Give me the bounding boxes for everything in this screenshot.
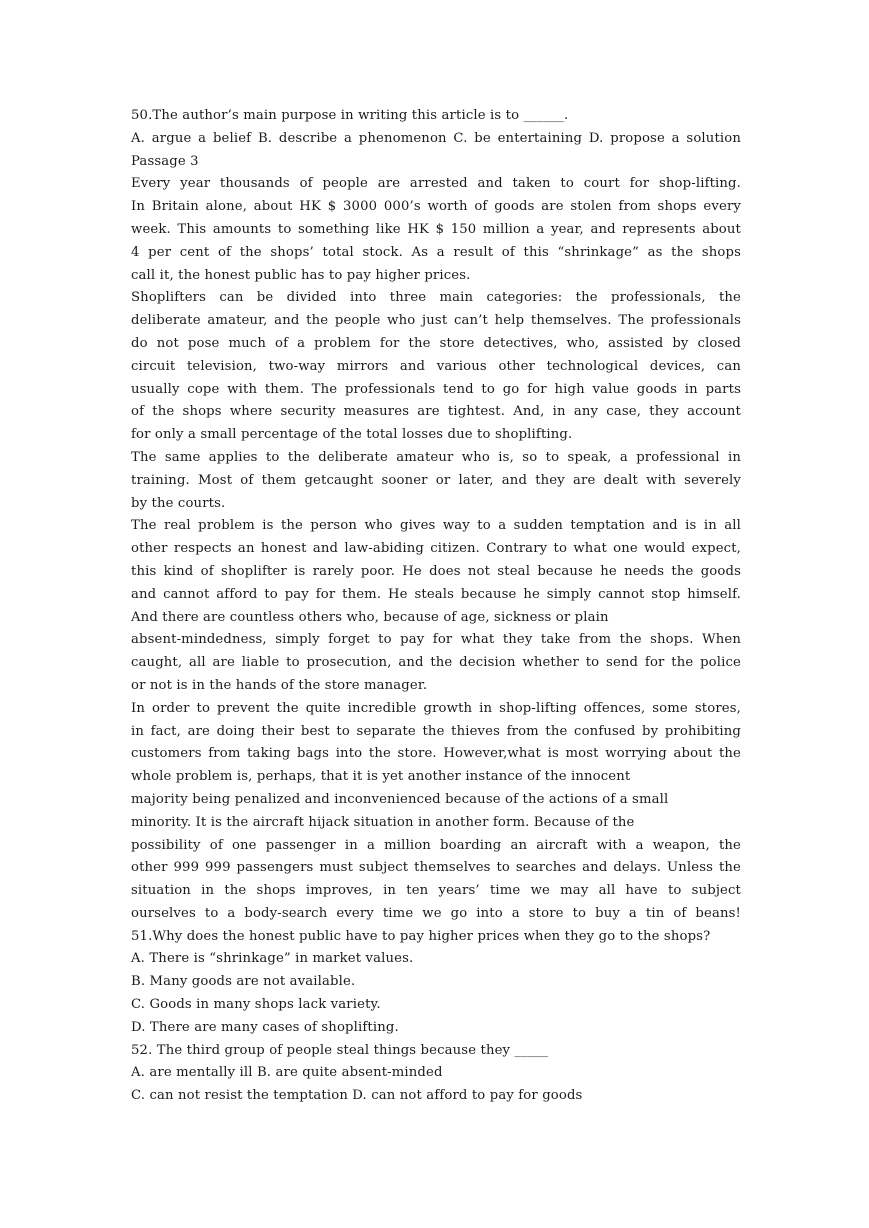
question-52-options-ab: A. are mentally ill B. are quite absent-minded <box>131 1065 443 1081</box>
question-52-stem: 52. The third group of people steal things because they _____ <box>131 1042 549 1058</box>
passage-line: whole problem is, perhaps, that it is yet another instance of the innocent <box>131 769 631 785</box>
passage-line: customers from taking bags into the store. However,what is most worrying about the <box>131 746 741 762</box>
passage-line: for only a small percentage of the total losses due to shoplifting. <box>131 427 573 443</box>
passage-line: usually cope with them. The professionals tend to go for high value goods in parts <box>131 381 741 397</box>
passage-line: of the shops where security measures are tightest. And, in any case, they account <box>131 404 741 420</box>
passage-line: possibility of one passenger in a million boarding an aircraft with a weapon, the <box>131 837 741 853</box>
passage-line: by the courts. <box>131 495 226 511</box>
passage-line: in fact, are doing their best to separate the thieves from the confused by prohibiting <box>131 723 741 739</box>
passage-line: The same applies to the deliberate amateur who is, so to speak, a professional in <box>131 449 741 465</box>
passage-line: And there are countless others who, because of age, sickness or plain <box>131 609 609 625</box>
passage-line: In Britain alone, about HK $ 3000 000’s worth of goods are stolen from shops every <box>131 199 741 215</box>
passage-line: and cannot afford to pay for them. He steals because he simply cannot stop himself. <box>131 586 741 602</box>
question-51-option-d: D. There are many cases of shoplifting. <box>131 1019 399 1035</box>
passage-line: situation in the shops improves, in ten years’ time we may all have to subject <box>131 883 741 899</box>
passage-line: or not is in the hands of the store manager. <box>131 677 428 693</box>
passage-line: The real problem is the person who gives way to a sudden temptation and is in all <box>131 518 741 534</box>
passage-line: this kind of shoplifter is rarely poor. He does not steal because he needs the goods <box>131 563 741 579</box>
passage-line: In order to prevent the quite incredible growth in shop-lifting offences, some stores, <box>131 700 741 716</box>
question-52-options-cd: C. can not resist the temptation D. can not afford to pay for goods <box>131 1088 583 1104</box>
question-51-option-b: B. Many goods are not available. <box>131 974 356 990</box>
passage-line: call it, the honest public has to pay higher prices. <box>131 267 471 283</box>
passage-line: 4 per cent of the shops’ total stock. As a result of this “shrinkage” as the shops <box>131 244 741 260</box>
question-51-option-c: C. Goods in many shops lack variety. <box>131 997 381 1013</box>
passage-line: ourselves to a body-search every time we go into a store to buy a tin of beans! <box>131 905 741 921</box>
passage-line: deliberate amateur, and the people who just can’t help themselves. The professionals <box>131 313 741 329</box>
question-51-stem: 51.Why does the honest public have to pay higher prices when they go to the shops? <box>131 928 711 944</box>
document-page <box>131 105 741 1108</box>
passage-line: absent-mindedness, simply forget to pay for what they take from the shops. When <box>131 632 741 648</box>
passage-line: other respects an honest and law-abiding citizen. Contrary to what one would expect, <box>131 541 741 557</box>
question-50-stem: 50.The author’s main purpose in writing this article is to ______. <box>131 108 569 123</box>
passage-line: do not pose much of a problem for the store detectives, who, assisted by closed <box>131 335 741 351</box>
question-51-option-a: A. There is “shrinkage” in market values. <box>131 951 414 967</box>
passage-line: majority being penalized and inconvenienced because of the actions of a small <box>131 791 669 807</box>
passage-line: minority. It is the aircraft hijack situation in another form. Because of the <box>131 814 635 830</box>
passage-heading: Passage 3 <box>131 153 199 169</box>
passage-line: Shoplifters can be divided into three main categories: the professionals, the <box>131 290 741 306</box>
question-50-options: A. argue a belief B. describe a phenomenon C. be entertaining D. propose a solution <box>131 130 741 146</box>
passage-line: training. Most of them getcaught sooner or later, and they are dealt with severely <box>131 472 741 488</box>
passage-line: Every year thousands of people are arrested and taken to court for shop-lifting. <box>131 176 741 192</box>
passage-line: other 999 999 passengers must subject themselves to searches and delays. Unless the <box>131 860 741 876</box>
passage-line: week. This amounts to something like HK $ 150 million a year, and represents about <box>131 221 741 237</box>
passage-line: caught, all are liable to prosecution, and the decision whether to send for the police <box>131 655 741 671</box>
passage-line: circuit television, two-way mirrors and various other technological devices, can <box>131 358 741 374</box>
